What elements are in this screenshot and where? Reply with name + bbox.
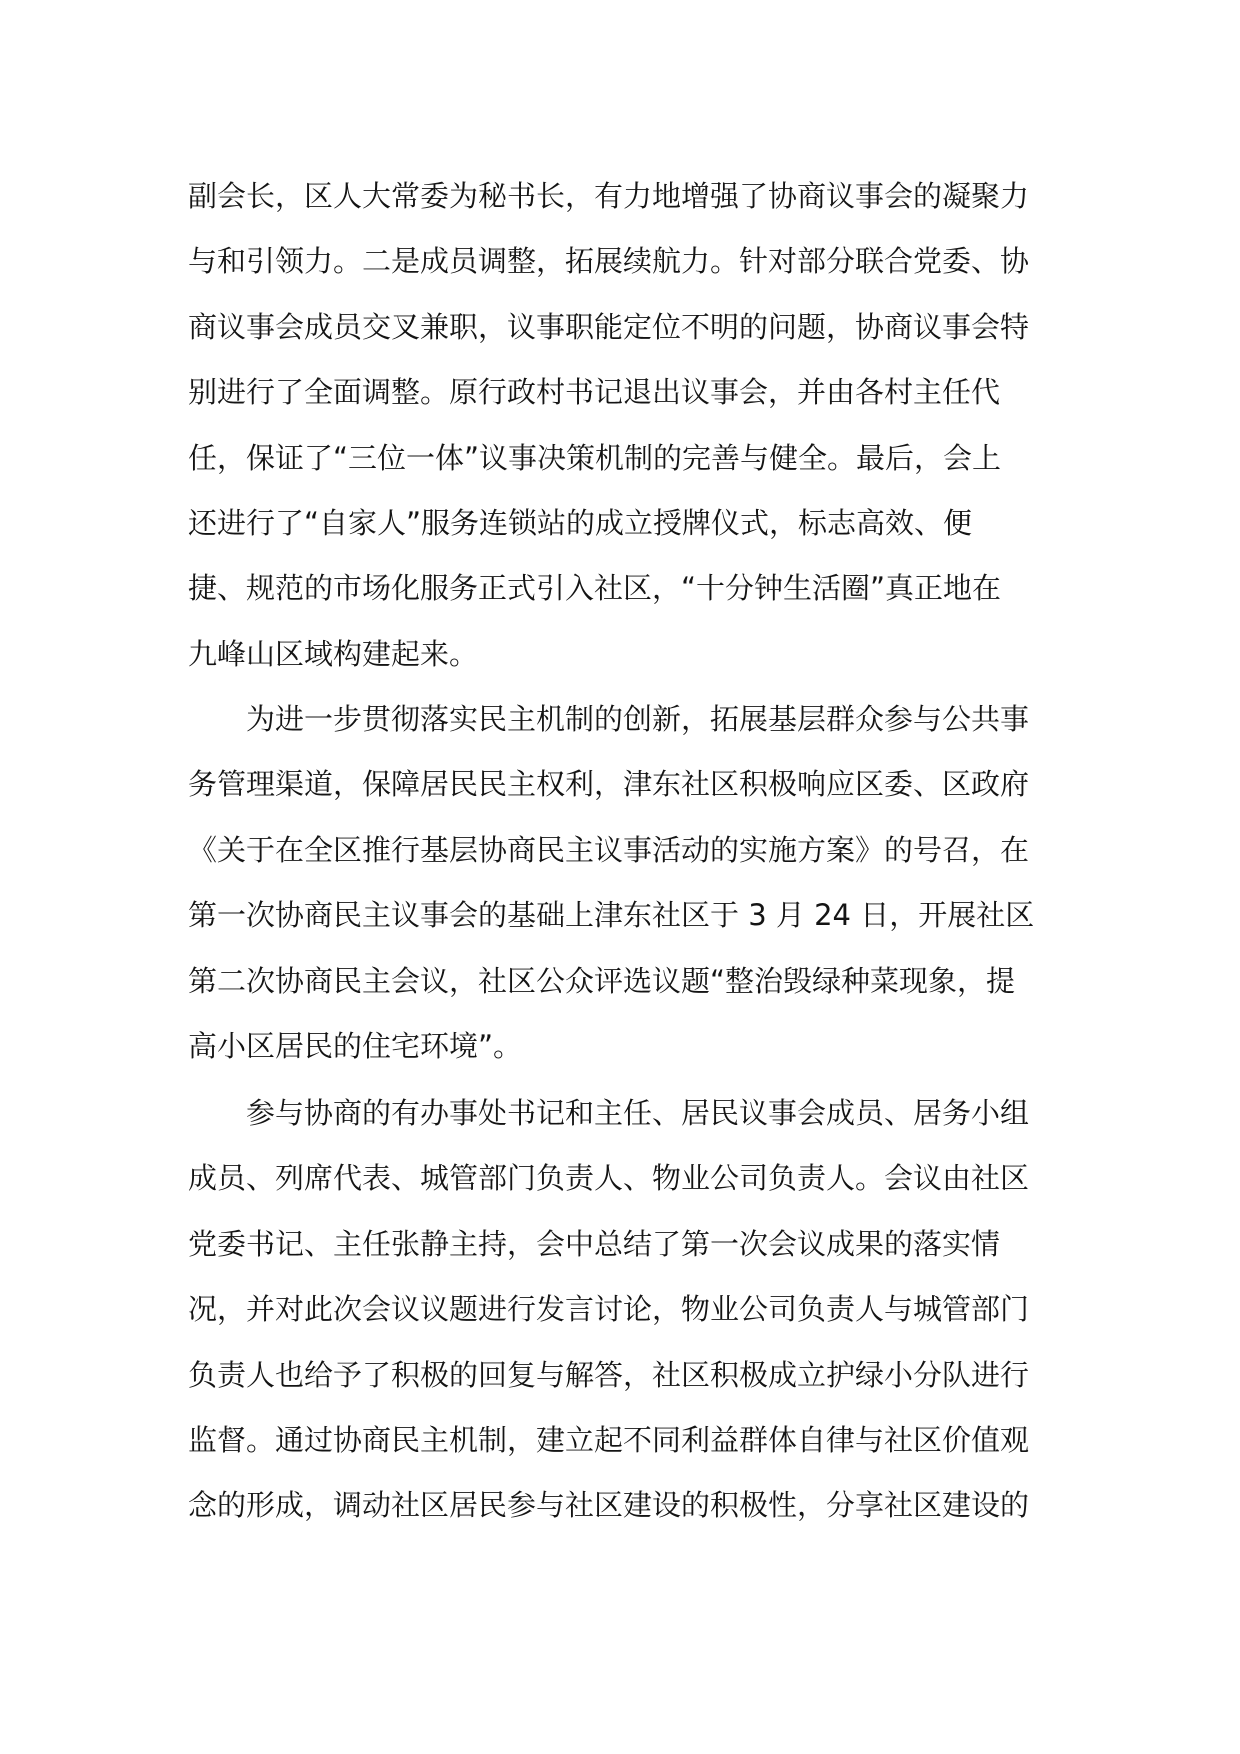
paragraph-line: 捷、规范的市场化服务正式引入社区，“十分钟生活圈”真正地在 (188, 571, 1002, 606)
paragraph-line: 务管理渠道，保障居民民主权利，津东社区积极响应区委、区政府 (188, 767, 1030, 802)
paragraph-line: 负责人也给予了积极的回复与解答，社区积极成立护绿小分队进行 (188, 1357, 1030, 1392)
paragraph-line: 副会长，区人大常委为秘书长，有力地增强了协商议事会的凝聚力 (188, 179, 1030, 213)
paragraph-line: 别进行了全面调整。原行政村书记退出议事会，并由各村主任代 (188, 375, 1001, 410)
paragraph-line: 《关于在全区推行基层协商民主议事活动的实施方案》的号召，在 (188, 832, 1030, 867)
paragraph-first-line: 参与协商的有办事处书记和主任、居民议事会成员、居务小组 (246, 1096, 1030, 1130)
paragraph-line: 与和引领力。二是成员调整，拓展续航力。针对部分联合党委、协 (188, 244, 1030, 279)
paragraph-line: 第二次协商民主会议，社区公众评选议题“整治毁绿种菜现象，提 (188, 963, 1016, 998)
paragraph-line: 况，并对此次会议议题进行发言讨论，物业公司负责人与城管部门 (188, 1292, 1030, 1327)
paragraph-line: 高小区居民的住宅环境”。 (188, 1028, 523, 1063)
paragraph-first-line: 为进一步贯彻落实民主机制的创新，拓展基层群众参与公共事 (246, 702, 1030, 736)
paragraph-line: 还进行了“自家人”服务连锁站的成立授牌仪式，标志高效、便 (188, 505, 973, 540)
paragraph-line: 监督。通过协商民主机制，建立起不同利益群体自律与社区价值观 (188, 1422, 1030, 1457)
paragraph-line: 党委书记、主任张静主持，会中总结了第一次会议成果的落实情 (188, 1226, 1001, 1261)
paragraph-3 (188, 1081, 1040, 1539)
paragraph-line: 商议事会成员交叉兼职，议事职能定位不明的问题，协商议事会特 (188, 309, 1030, 344)
paragraph-2 (188, 687, 1040, 1079)
paragraph-line: 念的形成，调动社区居民参与社区建设的积极性，分享社区建设的 (188, 1488, 1030, 1523)
paragraph-line: 九峰山区域构建起来。 (188, 636, 479, 671)
paragraph-line: 成员、列席代表、城管部门负责人、物业公司负责人。会议由社区 (188, 1161, 1030, 1196)
paragraph-line: 任，保证了“三位一体”议事决策机制的完善与健全。最后，会上 (188, 440, 1002, 475)
paragraph-line: 第一次协商民主议事会的基础上津东社区于 3 月 24 日，开展社区 (188, 898, 1035, 933)
paragraph-1 (188, 164, 1040, 687)
